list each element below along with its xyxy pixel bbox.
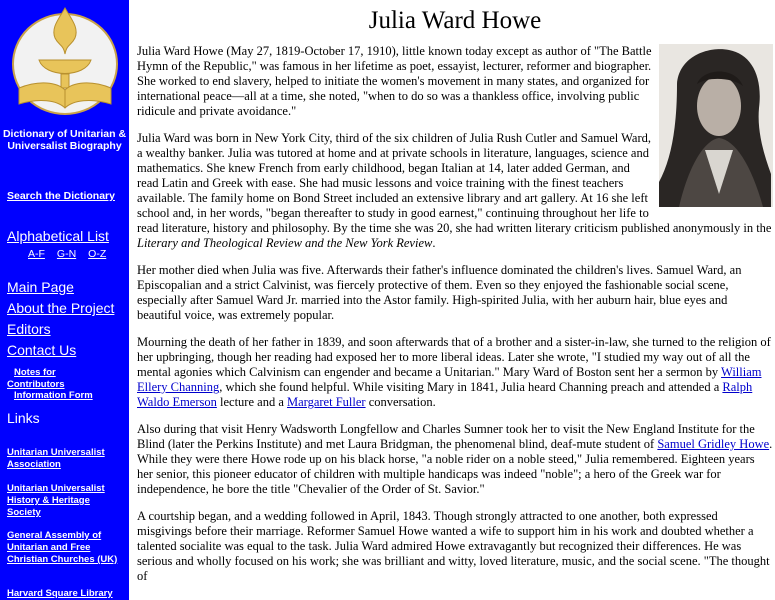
paragraph-courtship: A courtship began, and a wedding followed in April, 1843. Though strongly attracted to one another, both expressed misgivings before their marriage. Reformer Samuel Howe wanted a wife to support him in his work and doubted whether a talented socialite was equal to the task. Julia Ward admired Howe extravagantly but recognized their differences. He was serious and wholly focused on his work; she was brilliant and witty, loved literature, music, and the social scene. "The thought of xyxy=(137,509,770,583)
information-form-link[interactable]: Information Form xyxy=(14,390,93,401)
contributors-link[interactable]: Contributors xyxy=(7,379,65,390)
general-assembly-link[interactable]: General Assembly of Unitarian and Free Christian Churches (UK) xyxy=(7,530,118,565)
site-title: Dictionary of Unitarian & Universalist Biography xyxy=(2,128,127,152)
about-project-link[interactable]: About the Project xyxy=(7,300,115,316)
paragraph-intro: Julia Ward Howe (May 27, 1819-October 17, 1910), little known today except as author of "The Battle Hymn of the Republic," was famous in her lifetime as poet, essayist, lecturer, reformer and biographer. She worked to end slavery, helped to initiate the women's movement in many states, and organized for international peace—all at a time, she noted, "when to do so was a thankless office, involving public ridicule and private avoidance." xyxy=(137,44,652,118)
chalice-book-logo-icon[interactable] xyxy=(11,6,119,116)
az-link-o-z[interactable]: O-Z xyxy=(88,248,107,260)
religion-text-2: , which she found helpful. While visiting Mary in 1841, Julia heard Channing preach and attended a xyxy=(219,380,723,394)
az-link-a-f[interactable]: A-F xyxy=(28,248,45,260)
az-link-g-n[interactable]: G-N xyxy=(56,248,77,260)
religion-text: Mourning the death of her father in 1839, and soon afterwards that of a brother and a sister-in-law, she turned to the religion of her upbringing, though her reading had exposed her to more liberal ideas. Later she wrote, "I studied my way out of all the mental agonies which Calvinism can engender and became a Unitarian." Mary Ward of Boston sent her a sermon by xyxy=(137,335,771,379)
channing-link[interactable]: William Ellery Channing xyxy=(137,365,762,394)
search-dictionary-link[interactable]: Search the Dictionary xyxy=(7,190,115,202)
publication-title: Literary and Theological Review and the New York Review xyxy=(137,236,433,250)
links-heading: Links xyxy=(7,410,40,426)
religion-text-3: lecture and a xyxy=(216,395,287,409)
fuller-link[interactable]: Margaret Fuller xyxy=(287,395,366,409)
emerson-link[interactable]: Ralph Waldo Emerson xyxy=(137,380,753,409)
religion-text-4: conversation. xyxy=(365,395,436,409)
early-life-end: . xyxy=(432,236,436,250)
paragraph-meeting-howe xyxy=(137,422,773,497)
notes-for-link[interactable]: Notes for xyxy=(14,367,56,378)
paragraph-religion xyxy=(137,335,773,410)
editors-link[interactable]: Editors xyxy=(7,321,51,337)
alphabetical-list-link[interactable]: Alphabetical List xyxy=(7,228,109,244)
uuhhs-link[interactable]: Unitarian Universalist History & Heritage Society xyxy=(7,483,105,518)
contact-us-link[interactable]: Contact Us xyxy=(7,342,77,358)
article xyxy=(137,0,773,600)
alphabet-range-links xyxy=(28,248,118,260)
samuel-gridley-howe-link[interactable]: Samuel Gridley Howe xyxy=(657,437,770,451)
meeting-text-2: . While they were there Howe rode up on his black horse, "a noble rider on a noble steed," Julia remembered. Eighteen years her senior, this pioneer educator of children with multiple handicaps was indeed "noble"; a hero of the Greek war for independence, he bore the title "Chevalier of the Order of St. Savior." xyxy=(137,437,773,496)
main-page-link[interactable]: Main Page xyxy=(7,279,74,295)
paragraph-family: Her mother died when Julia was five. Afterwards their father's influence dominated the children's lives. Samuel Ward, an Episcopalian and a strict Calvinist, was fiercely protective of them. Even so they enjoyed the fashionable social scene, especially after Samuel Ward Jr. married into the Astor family. High-spirited Julia, with her auburn hair, blue eyes and beautiful voice, was extremely popular. xyxy=(137,263,742,322)
uua-link[interactable]: Unitarian Universalist Association xyxy=(7,447,105,470)
meeting-text: Also during that visit Henry Wadsworth Longfellow and Charles Sumner took her to visit the New England Institute for the Blind (later the Perkins Institute) and met Laura Bridgman, the phenomenal blind, deaf-mute student of xyxy=(137,422,755,451)
portrait-image xyxy=(659,44,773,207)
sidebar xyxy=(0,0,129,600)
page-title: Julia Ward Howe xyxy=(368,7,542,34)
harvard-square-library-link[interactable]: Harvard Square Library xyxy=(7,588,113,599)
early-life-text: Julia Ward was born in New York City, third of the six children of Julia Rush Cutler and Samuel Ward, a wealthy banker. Julia was tutored at home and at private schools in literature, languages, science and mathematics. She knew French from early childhood, began Italian at 14, later added German, and read Latin and Greek with ease. She had music lessons and voice training with the finest teachers available. The family home on Bond Street included an extensive library and art gallery. At 16 she left school and, in her words, "began thereafter to study in good earnest," continuing throughout her life to read literature, history and philosophy. By the time she was 20, she had written literary criticism published anonymously in the xyxy=(137,131,772,235)
